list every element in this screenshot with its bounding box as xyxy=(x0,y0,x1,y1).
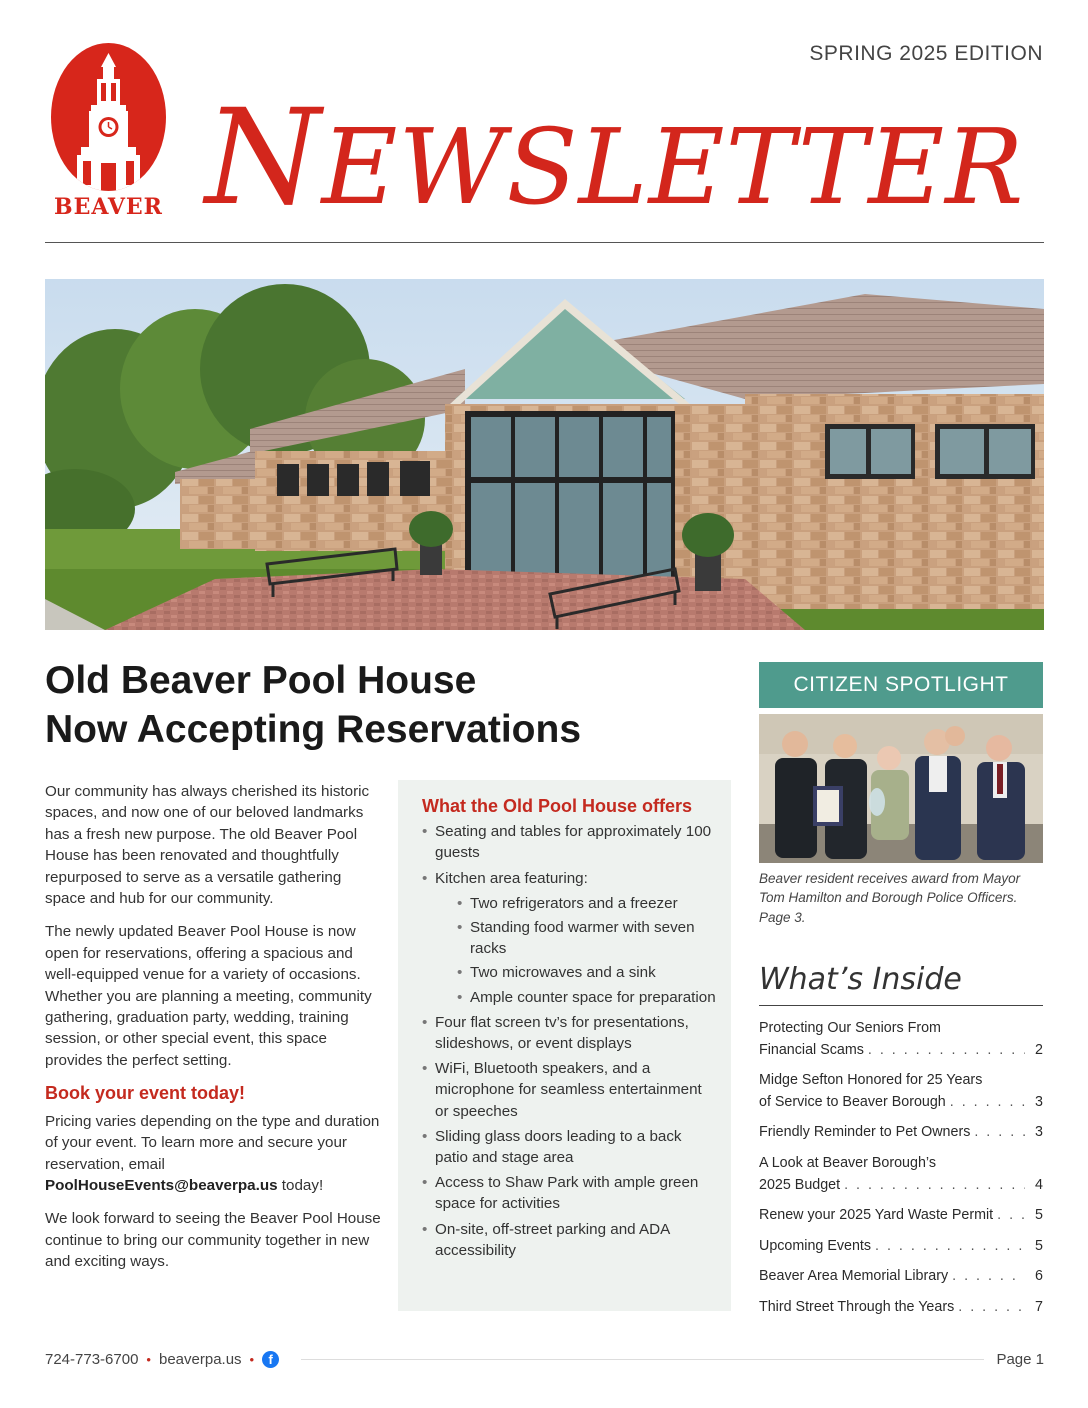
toc-leader-dots xyxy=(952,1266,1025,1288)
footer-website[interactable]: beaverpa.us xyxy=(158,1350,242,1368)
toc-item[interactable] xyxy=(759,1018,1043,1061)
kitchen-item: • Two microwaves and a sink xyxy=(457,962,717,983)
kitchen-item: • Ample counter space for preparation xyxy=(457,987,717,1008)
offer-item: • WiFi, Bluetooth speakers, and a microphone for seamless entertainment or speeches xyxy=(422,1058,717,1122)
toc-item[interactable] xyxy=(759,1070,1043,1113)
toc-item[interactable] xyxy=(759,1266,1043,1288)
toc-page-number: 4 xyxy=(1035,1176,1043,1193)
toc-entry-line xyxy=(759,1297,1043,1319)
spotlight-caption: Beaver resident receives award from Mayor Tom Hamilton and Borough Police Officers. Page 3. xyxy=(759,871,1021,925)
toc-page-number: 3 xyxy=(1035,1124,1043,1141)
footer-separator: • xyxy=(146,1351,151,1367)
footer-rule xyxy=(301,1359,984,1360)
toc-title: Friendly Reminder to Pet Owners xyxy=(759,1124,971,1141)
toc-page-number: 6 xyxy=(1035,1268,1043,1285)
toc-title: 2025 Budget xyxy=(759,1176,841,1193)
pricing-paragraph xyxy=(45,1111,385,1197)
toc-leader-dots xyxy=(958,1297,1025,1319)
header-divider xyxy=(45,242,1044,243)
offer-item: • Seating and tables for approximately 100 guests xyxy=(422,821,717,863)
toc-item[interactable] xyxy=(759,1297,1043,1319)
toc-page-number: 2 xyxy=(1035,1041,1043,1058)
email-link[interactable]: PoolHouseEvents@beaverpa.us xyxy=(45,1176,278,1194)
kitchen-item: • Two refrigerators and a freezer xyxy=(457,893,717,914)
toc-leader-dots xyxy=(950,1092,1025,1114)
title-initial: N xyxy=(205,81,322,235)
title-rest: EWSLETTER xyxy=(321,106,1025,228)
pricing-text: Pricing varies depending on the type and duration of your event. To learn more and secure your reservation, email xyxy=(45,1112,380,1173)
pool-house-photo xyxy=(45,279,1044,630)
toc-leader-dots xyxy=(974,1122,1025,1144)
toc-entry-line xyxy=(759,1122,1043,1144)
toc-item[interactable] xyxy=(759,1236,1043,1258)
toc-leader-dots xyxy=(997,1205,1025,1227)
toc-title-line: Protecting Our Seniors From xyxy=(759,1020,941,1036)
book-event-heading: Book your event today! xyxy=(45,1083,246,1104)
toc-title: Third Street Through the Years xyxy=(759,1298,955,1315)
offer-item: • Access to Shaw Park with ample green space for activities xyxy=(422,1172,717,1214)
offers-list xyxy=(422,821,717,1261)
toc-leader-dots xyxy=(868,1040,1025,1062)
footer-phone[interactable]: 724-773-6700 xyxy=(45,1350,139,1368)
offer-item-kitchen xyxy=(422,868,717,1008)
headline-line-1: Old Beaver Pool House xyxy=(45,659,477,702)
kitchen-item: • Standing food warmer with seven racks xyxy=(457,917,717,959)
toc-entry-line xyxy=(759,1205,1043,1227)
toc-entry-line xyxy=(759,1092,1043,1114)
toc-page-number: 3 xyxy=(1035,1093,1043,1110)
offer-item: • On-site, off-street parking and ADA accessibility xyxy=(422,1219,717,1261)
footer-separator: • xyxy=(249,1351,255,1367)
whats-inside-heading: What’s Inside xyxy=(759,962,962,997)
pricing-text-end: today! xyxy=(277,1176,324,1194)
toc-entry-line xyxy=(759,1040,1043,1062)
kitchen-list xyxy=(457,893,717,1008)
offers-heading: What the Old Pool House offers xyxy=(422,796,693,816)
feature-headline xyxy=(45,656,735,754)
toc-item[interactable] xyxy=(759,1205,1043,1227)
toc-leader-dots xyxy=(844,1175,1025,1197)
body-paragraph: Our community has always cherished its historic spaces, and now one of our beloved landmarks has a fresh new purpose. The old Beaver Pool House has been renovated and thoughtfully repurposed to serve as a versatile gathering space and hub for our community. xyxy=(45,783,370,908)
toc-title: Renew your 2025 Yard Waste Permit xyxy=(759,1207,994,1224)
page-footer xyxy=(45,1348,1044,1370)
offer-item: • Four flat screen tv’s for presentations, slideshows, or event displays xyxy=(422,1012,717,1054)
toc-page-number: 7 xyxy=(1035,1298,1043,1315)
headline-line-2: Now Accepting Reservations xyxy=(45,708,582,751)
offers-box xyxy=(398,780,731,1311)
facebook-icon[interactable]: f xyxy=(262,1351,279,1368)
edition-label: SPRING 2025 EDITION xyxy=(809,42,1043,65)
whats-inside-divider xyxy=(759,1005,1043,1006)
newsletter-title xyxy=(205,81,1045,235)
toc-title: Financial Scams xyxy=(759,1041,864,1058)
toc-item[interactable] xyxy=(759,1153,1043,1196)
toc-entry-line xyxy=(759,1175,1043,1197)
feature-body xyxy=(45,781,385,1285)
toc-title: of Service to Beaver Borough xyxy=(759,1093,946,1110)
beaver-logo xyxy=(45,43,172,221)
citizen-spotlight-heading: CITIZEN SPOTLIGHT xyxy=(759,662,1043,708)
toc-title: Upcoming Events xyxy=(759,1237,872,1254)
toc-page-number: 5 xyxy=(1035,1207,1043,1224)
clock-tower-emblem xyxy=(51,43,166,191)
toc-title: Beaver Area Memorial Library xyxy=(759,1268,949,1285)
toc-title-line: Midge Sefton Honored for 25 Years xyxy=(759,1072,983,1089)
body-paragraph: The newly updated Beaver Pool House is now open for reservations, offering a spacious and well-equipped venue for a variety of occasions. Whether you are planning a meeting, community gathering, graduation party, wedding, training session, or other special event, this space provides the perfect setting. xyxy=(45,923,372,1069)
body-paragraph: We look forward to seeing the Beaver Pool House continue to bring our community together in new and exciting ways. xyxy=(45,1210,381,1271)
toc-title-line: A Look at Beaver Borough’s xyxy=(759,1154,936,1171)
toc-item[interactable] xyxy=(759,1122,1043,1144)
toc-page-number: 5 xyxy=(1035,1237,1043,1254)
offer-item: Kitchen area featuring: xyxy=(435,869,588,887)
page-number: Page 1 xyxy=(996,1350,1044,1368)
table-of-contents xyxy=(759,1018,1043,1328)
offer-item: • Sliding glass doors leading to a back patio and stage area xyxy=(422,1126,717,1168)
logo-wordmark: BEAVER xyxy=(54,194,163,220)
toc-entry-line xyxy=(759,1266,1043,1288)
toc-entry-line xyxy=(759,1236,1043,1258)
spotlight-photo xyxy=(759,714,1043,863)
toc-leader-dots xyxy=(875,1236,1025,1258)
